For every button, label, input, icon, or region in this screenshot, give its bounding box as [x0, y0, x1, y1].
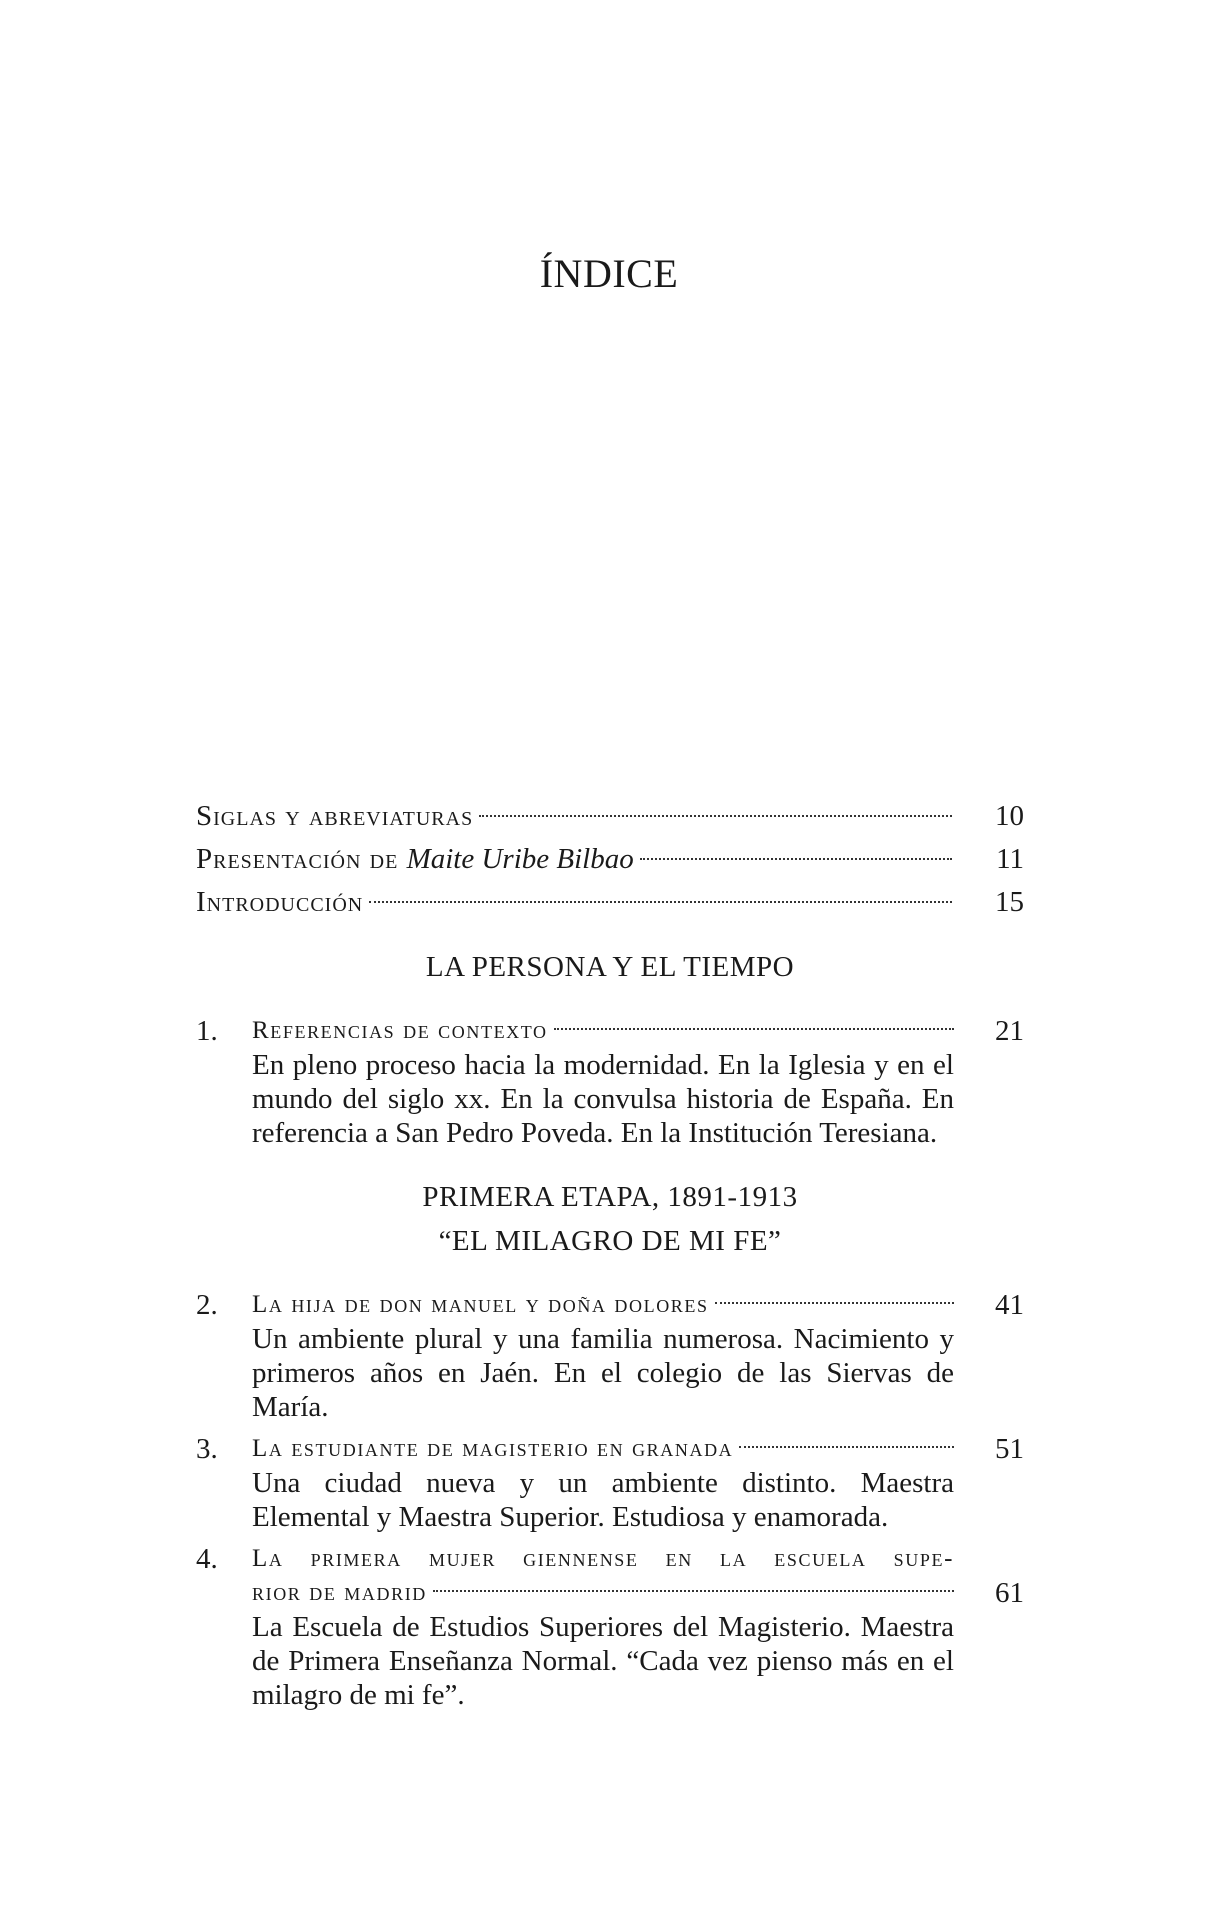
chapter-description: La Escuela de Estudios Superiores del Magisterio. Maestra de Primera Enseñanza Normal. “Cada vez pienso más en el milagro de mi fe”.: [252, 1611, 954, 1711]
table-of-contents: [196, 795, 1024, 1712]
toc-page-number: 51: [995, 1433, 1024, 1465]
dot-leader: [554, 1028, 954, 1030]
dot-leader: [433, 1590, 954, 1592]
spacer: [196, 1424, 1024, 1432]
toc-page-number: 61: [995, 1577, 1024, 1609]
dot-leader: [369, 901, 952, 903]
spacer: [196, 1214, 1024, 1224]
section-heading: PRIMERA ETAPA, 1891-1913: [422, 1181, 798, 1213]
section-subheading: “EL MILAGRO DE MI FE”: [438, 1225, 782, 1257]
toc-chapter-3[interactable]: [196, 1432, 1024, 1534]
toc-page-number: 10: [995, 800, 1024, 832]
chapter-number: 2.: [196, 1289, 218, 1321]
dot-leader: [715, 1302, 954, 1304]
spacer: [196, 1150, 1024, 1180]
chapter-body: [252, 1014, 954, 1150]
toc-page-number: 11: [996, 843, 1024, 875]
toc-entry-label: Siglas y abreviaturas: [196, 800, 474, 832]
toc-entry-label-wrap: [196, 838, 634, 881]
toc-entry-label: Presentación de: [196, 843, 407, 875]
chapter-title-row: [252, 1432, 954, 1466]
chapter-description: Un ambiente plural y una familia numerosa. Nacimiento y primeros años en Jaén. En el colegio de las Siervas de María.: [252, 1323, 954, 1423]
spacer: [196, 984, 1024, 1014]
chapter-title-line: rior de madrid: [252, 1579, 427, 1606]
toc-chapter-2[interactable]: [196, 1288, 1024, 1424]
toc-page-number: 21: [995, 1015, 1024, 1047]
toc-entry-author: Maite Uribe Bilbao: [406, 843, 634, 875]
spacer: [196, 1534, 1024, 1542]
chapter-description: Una ciudad nueva y un ambiente distinto. Maestra Elemental y Maestra Superior. Estudiosa y enamorada.: [252, 1467, 954, 1533]
chapter-title-row: [252, 1014, 954, 1048]
toc-entry-presentacion[interactable]: [196, 838, 1024, 881]
toc-entry-introduccion[interactable]: [196, 881, 1024, 924]
chapter-number: 1.: [196, 1015, 218, 1047]
page-title: ÍNDICE: [539, 251, 679, 296]
spacer: [196, 1258, 1024, 1288]
chapter-title-line: La primera mujer giennense en la escuela supe-: [252, 1545, 954, 1572]
chapter-body: [252, 1542, 954, 1712]
chapter-title: Referencias de contexto: [252, 1017, 548, 1044]
toc-chapter-4[interactable]: [196, 1542, 1024, 1712]
chapter-title: La estudiante de magisterio en granada: [252, 1435, 734, 1462]
chapter-number: 4.: [196, 1543, 218, 1575]
chapter-body: [252, 1288, 954, 1424]
dot-leader: [479, 815, 952, 817]
toc-entry-label: Introducción: [196, 886, 364, 918]
chapter-title-row: [252, 1288, 954, 1322]
toc-entry-siglas[interactable]: [196, 795, 1024, 838]
toc-chapter-1[interactable]: [196, 1014, 1024, 1150]
chapter-number: 3.: [196, 1433, 218, 1465]
spacer: [196, 924, 1024, 950]
section-heading: LA PERSONA Y EL TIEMPO: [425, 951, 795, 983]
chapter-title-row: [252, 1576, 954, 1610]
toc-page-number: 15: [995, 886, 1024, 918]
dot-leader: [739, 1446, 954, 1448]
chapter-description: En pleno proceso hacia la modernidad. En la Iglesia y en el mundo del siglo xx. En la convulsa historia de España. En referencia a San Pedro Poveda. En la Institución Teresiana.: [252, 1049, 954, 1149]
chapter-title: La hija de don manuel y doña dolores: [252, 1291, 709, 1318]
toc-page-number: 41: [995, 1289, 1024, 1321]
dot-leader: [640, 858, 952, 860]
chapter-body: [252, 1432, 954, 1534]
